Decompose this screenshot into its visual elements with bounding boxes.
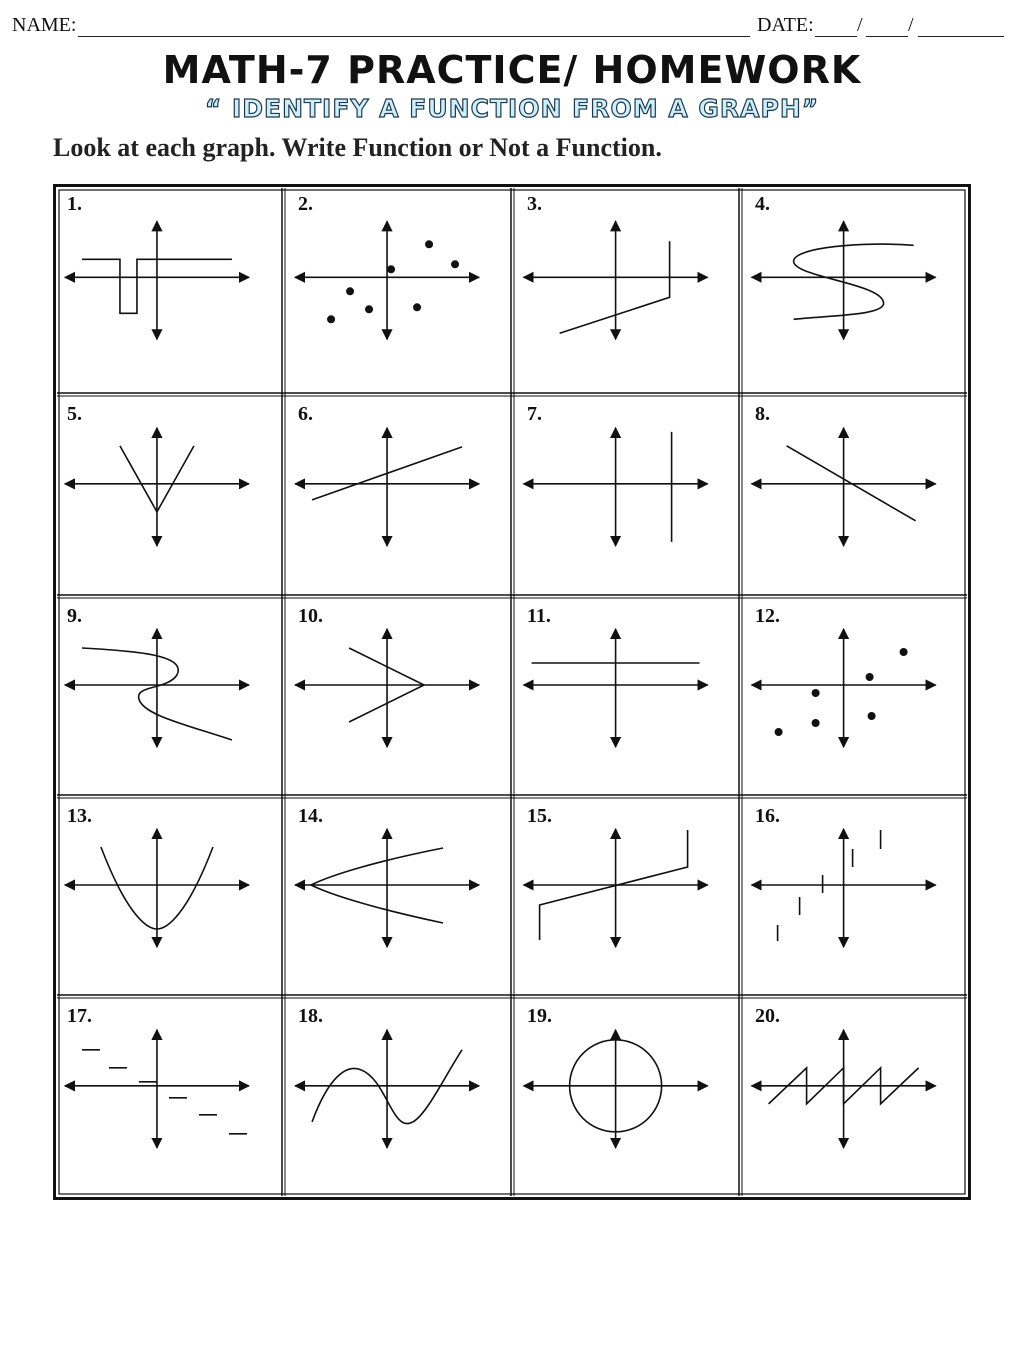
graph-11 [524,629,708,747]
graph-13 [65,829,249,947]
graph-5 [65,428,249,546]
graph-15 [524,829,708,947]
graph-curve [775,648,908,736]
graph-20 [752,1030,936,1148]
graph-number: 10. [298,605,323,627]
graph-number: 7. [527,403,542,425]
graph-grid-svg [53,184,971,1201]
graph-9 [65,629,249,747]
graph-grid [53,184,971,1201]
graph-16 [752,829,936,947]
graph-curve [794,244,914,319]
graph-14 [295,829,479,947]
graph-19 [524,1030,708,1148]
header-row [12,10,1008,40]
graph-6 [295,428,479,546]
graph-4 [752,221,936,339]
page-title: MATH-7 PRACTICE/ HOMEWORK [162,48,862,92]
name-field[interactable] [78,36,750,37]
date-year-field[interactable] [918,36,1004,37]
graph-number: 9. [67,605,82,627]
graph-curve [82,1050,247,1134]
graph-number: 16. [755,805,780,827]
graph-number: 1. [67,193,82,215]
date-separator: / [857,14,863,36]
graph-number: 12. [755,605,780,627]
page-subtitle: “ IDENTIFY A FUNCTION FROM A GRAPH” [204,94,820,123]
date-label: DATE: [757,14,814,36]
grid-outer-border [55,186,970,1199]
instructions: Look at each graph. Write Function or Not a Function. [53,133,662,162]
graph-number: 15. [527,805,552,827]
graph-number: 3. [527,193,542,215]
grid-inner-border [59,190,965,1194]
graph-1 [65,221,249,339]
graph-number: 2. [298,193,313,215]
graph-number: 18. [298,1005,323,1027]
graph-number: 20. [755,1005,780,1027]
graph-number: 19. [527,1005,552,1027]
graph-number: 13. [67,805,92,827]
graph-18 [295,1030,479,1148]
graph-2 [295,221,479,339]
graph-number: 14. [298,805,323,827]
graph-number: 5. [67,403,82,425]
date-separator: / [908,14,914,36]
graph-number: 4. [755,193,770,215]
graph-curve [327,240,459,323]
graph-8 [752,428,936,546]
graph-10 [295,629,479,747]
date-month-field[interactable] [815,36,857,37]
name-label: NAME: [12,14,77,36]
graph-7 [524,428,708,546]
graph-curve [560,241,670,333]
graph-number: 8. [755,403,770,425]
date-day-field[interactable] [866,36,908,37]
graph-number: 11. [527,605,551,627]
graph-number: 17. [67,1005,92,1027]
graph-17 [65,1030,249,1148]
graph-3 [524,221,708,339]
graph-12 [752,629,936,747]
graph-number: 6. [298,403,313,425]
